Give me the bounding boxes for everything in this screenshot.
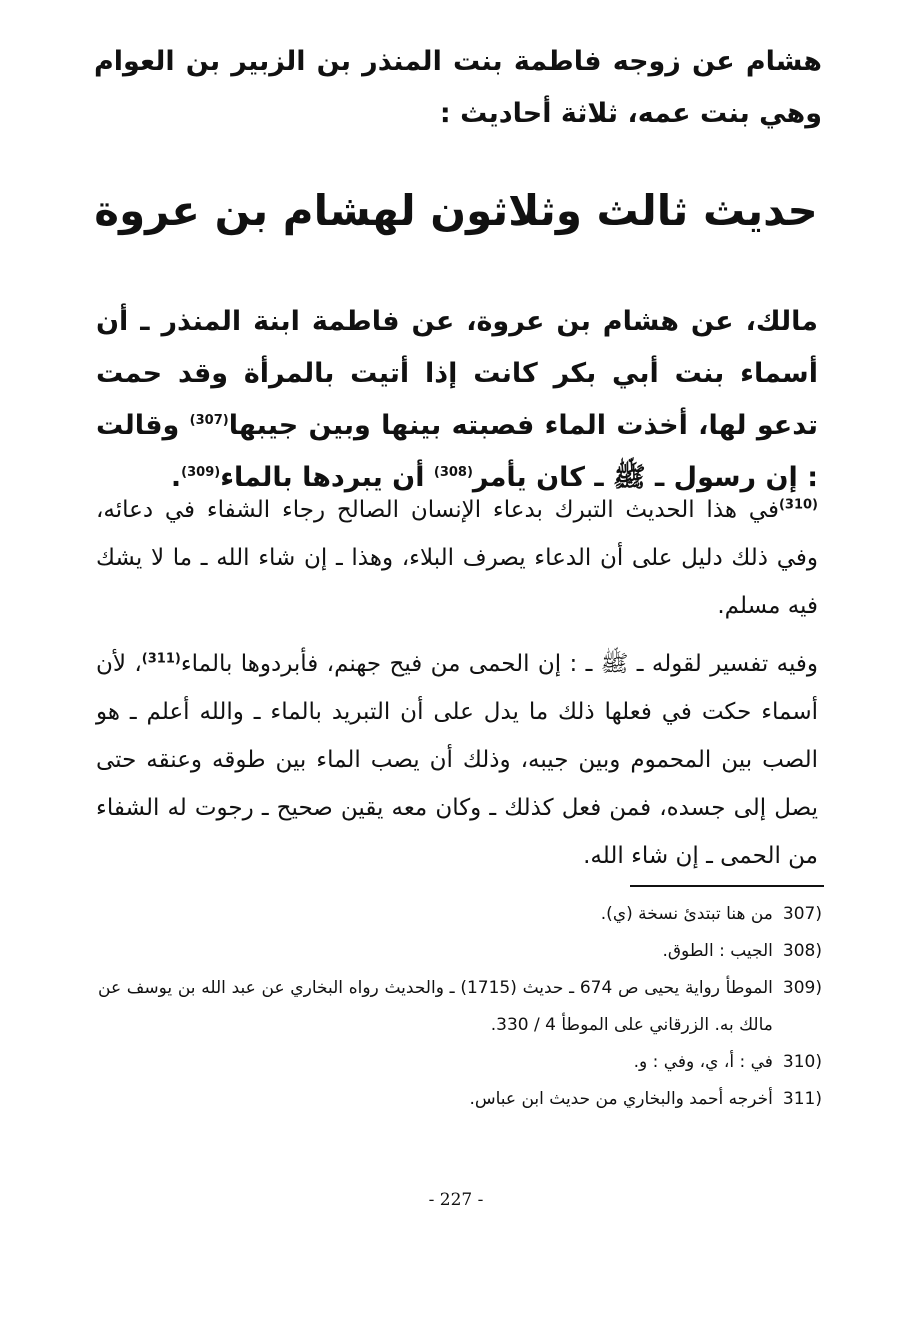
footnote-number: 308) bbox=[782, 941, 822, 961]
footnote-text: أخرجه أحمد والبخاري من حديث ابن عباس. bbox=[469, 1089, 773, 1109]
footnote-ref-310: (310) bbox=[778, 497, 818, 513]
commentary-1-text bbox=[96, 486, 818, 630]
footnote-item bbox=[98, 1044, 822, 1081]
intro-text: هشام عن زوجه فاطمة بنت المنذر بن الزبير بن العوام وهي بنت عمه، ثلاثة أحاديث : bbox=[94, 46, 822, 129]
intro-paragraph bbox=[94, 36, 822, 140]
footnote-ref-311: (311) bbox=[141, 651, 181, 667]
footnote-ref-307: (307) bbox=[189, 413, 229, 428]
footnote-number: 309) bbox=[782, 978, 822, 998]
footnote-text: في : أ، ي، وفي : و. bbox=[633, 1052, 773, 1072]
footnote-text: من هنا تبتدئ نسخة (ي). bbox=[600, 904, 773, 924]
footnote-ref-309: (309) bbox=[181, 465, 221, 480]
footnote-item bbox=[98, 933, 822, 970]
commentary-1-body: في هذا الحديث التبرك بدعاء الإنسان الصالح رجاء الشفاء في دعائه، وفي ذلك دليل على أن الدعاء يصرف البلاء، وهذا ـ إن شاء الله ـ ما لا يشك فيه مسلم. bbox=[96, 497, 818, 619]
chapter-title: حديث ثالث وثلاثون لهشام بن عروة bbox=[94, 186, 818, 235]
commentary-paragraph-2 bbox=[96, 640, 818, 880]
footnote-item bbox=[98, 970, 822, 1044]
footnote-number: 307) bbox=[782, 904, 822, 924]
footnote-text: الموطأ رواية يحيى ص 674 ـ حديث (1715) ـ والحديث رواه البخاري عن عبد الله بن يوسف عن مالك به. الزرقاني على الموطأ 4 / 330. bbox=[98, 978, 773, 1035]
hadith-paragraph bbox=[96, 296, 818, 504]
hadith-text-part-2: وقالت : إن رسول ـ ﷺ ـ كان يأمر bbox=[96, 410, 818, 493]
hadith-text bbox=[96, 296, 818, 504]
commentary-2-part-2: ، لأن أسماء حكت في فعلها ذلك ما يدل على أن التبريد بالماء ـ والله أعلم ـ هو الصب بين المحموم وبين جيبه، وذلك أن يصب الماء بين طوقه وعنقه حتى يصل إلى جسده، فمن فعل كذلك ـ وكان معه يقين صحيح ـ رجوت له الشفاء من الحمى ـ إن شاء الله. bbox=[96, 651, 818, 869]
commentary-2-text bbox=[96, 640, 818, 880]
page-number: - 227 - bbox=[428, 1190, 484, 1210]
footnotes-list bbox=[98, 896, 822, 1118]
hadith-text-part-4: . bbox=[170, 462, 182, 493]
footnote-number: 310) bbox=[782, 1052, 822, 1072]
footnote-number: 311) bbox=[782, 1089, 822, 1109]
footnote-item bbox=[98, 896, 822, 933]
footnote-separator bbox=[630, 885, 824, 887]
footnote-item bbox=[98, 1081, 822, 1118]
commentary-2-part-1: وفيه تفسير لقوله ـ ﷺ ـ : إن الحمى من فيح جهنم، فأبردوها بالماء bbox=[180, 651, 818, 677]
footnote-text: الجيب : الطوق. bbox=[662, 941, 773, 961]
hadith-text-part-1: مالك، عن هشام بن عروة، عن فاطمة ابنة المنذر ـ أن أسماء بنت أبي بكر كانت إذا أتيت بالمرأة وقد حمت تدعو لها، أخذت الماء فصبته بينها وبين جيبها bbox=[96, 306, 818, 441]
hadith-text-part-3: أن يبردها بالماء bbox=[220, 462, 434, 493]
commentary-paragraph-1 bbox=[96, 486, 818, 630]
footnote-ref-308: (308) bbox=[433, 465, 473, 480]
